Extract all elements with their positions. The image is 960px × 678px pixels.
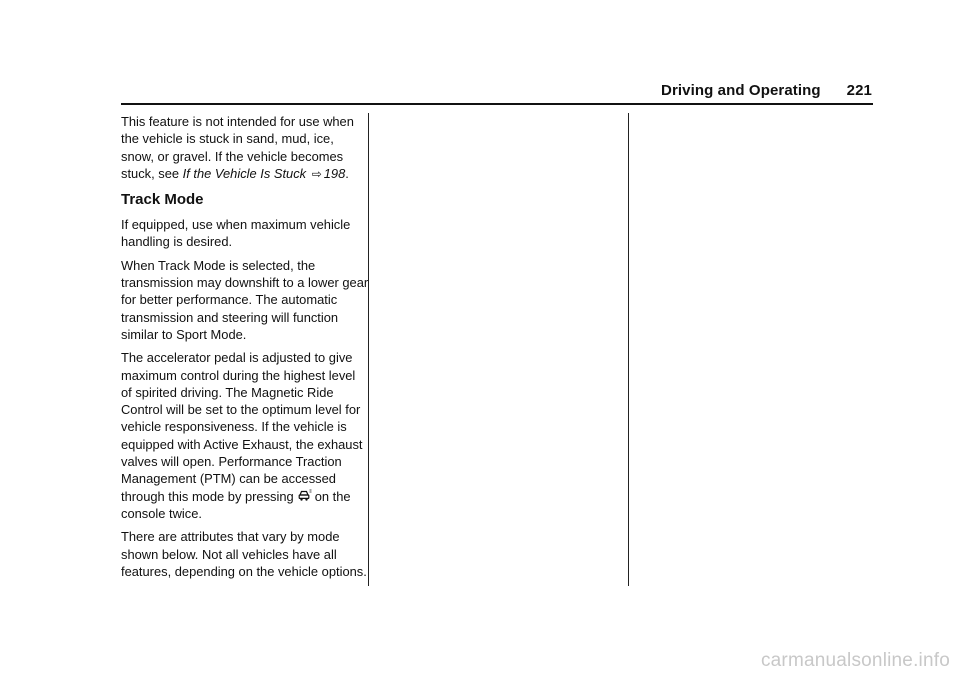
- watermark: carmanualsonline.info: [760, 650, 950, 671]
- drive-mode-icon: [298, 489, 312, 502]
- track-mode-heading: Track Mode: [121, 191, 204, 209]
- column-divider-right: [628, 113, 629, 586]
- page-header: [661, 82, 872, 99]
- paragraph-1: If equipped, use when maximum vehicle handling is desired.: [121, 217, 351, 250]
- stuck-vehicle-link[interactable]: If the Vehicle Is Stuck: [182, 165, 307, 181]
- header-rule: [121, 103, 873, 105]
- paragraph-2: When Track Mode is selected, the transmission may downshift to a lower gear for better performance. The automatic transmission and steering will function similar to Sport Mode.: [121, 257, 369, 342]
- page-reference[interactable]: 198: [323, 165, 346, 181]
- text-column-left: [121, 113, 369, 586]
- paragraph-4: There are attributes that vary by mode shown below. Not all vehicles have all features, depending on the vehicle options.: [121, 529, 367, 579]
- section-title: Driving and Operating: [661, 82, 821, 99]
- arrow-reference-icon: ⇨: [311, 166, 322, 181]
- page-number: 221: [846, 82, 872, 99]
- intro-paragraph: This feature is not intended for use when the vehicle is stuck in sand, mud, ice, snow, or gravel. If the vehicle becomes stuck, see If the Vehicle Is Stuck ⇨ 198.: [121, 114, 354, 181]
- paragraph-3: The accelerator pedal is adjusted to give maximum control during the highest level of spirited driving. The Magnetic Ride Control will be set to the optimum level for vehicle responsiveness. If the vehicle is equipped with Active Exhaust, the exhaust valves will open. Performance Traction Management (PTM) can be accessed through this mode by pressing on the console twice.: [121, 350, 363, 521]
